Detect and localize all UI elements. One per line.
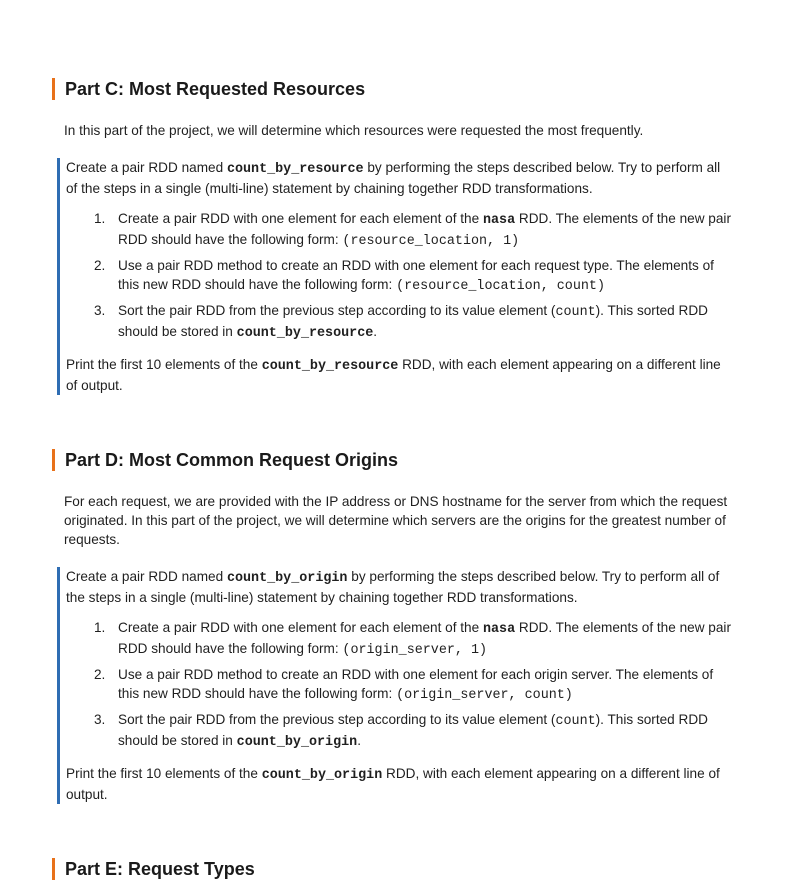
text-span: the steps in a single (multi-line) statement by chaining together RDD transformations. <box>66 590 578 605</box>
part-c-create-callout <box>57 158 731 395</box>
text-span: this new RDD should have the following form: <box>118 277 397 292</box>
text-span: For each request, we are provided with the IP address or DNS hostname for the server from which the request <box>64 494 728 509</box>
part-d-create-text <box>66 567 731 607</box>
part-c-steps-list <box>66 209 731 343</box>
part-c-heading: Part C: Most Requested Resources <box>52 78 365 100</box>
text-span: this new RDD should have the following form: <box>118 686 397 701</box>
code-form: (origin_server, count) <box>396 688 573 703</box>
text-span: RDD, with each element appearing on a different line of <box>382 766 720 781</box>
code-form: (resource_location, count) <box>396 279 605 294</box>
text-span: of the steps in a single (multi-line) statement by chaining together RDD transformations. <box>66 181 593 196</box>
part-c-intro: In this part of the project, we will determine which resources were requested the most frequently. <box>64 123 644 138</box>
code-count-by-resource: count_by_resource <box>236 326 374 341</box>
text-span: Use a pair RDD method to create an RDD with one element for each origin server. The elements of <box>118 667 714 682</box>
text-span: by performing the steps described below. Try to perform all <box>363 160 721 175</box>
part-c-print-text <box>66 355 731 395</box>
list-item <box>66 710 731 752</box>
code-form: (resource_location, 1) <box>342 234 520 249</box>
part-c-create-text <box>66 158 731 198</box>
list-number: 2. <box>94 258 106 273</box>
list-item <box>66 665 731 705</box>
part-d-create-callout <box>57 567 731 804</box>
text-span: Create a pair RDD named <box>66 160 227 175</box>
code-nasa: nasa <box>482 213 516 228</box>
code-nasa: nasa <box>482 622 516 637</box>
text-span: RDD. The elements of the new pair <box>515 620 731 635</box>
list-number: 2. <box>94 667 106 682</box>
list-number: 1. <box>94 211 106 226</box>
code-count: count <box>555 714 596 729</box>
code-form: (origin_server, 1) <box>342 643 488 658</box>
list-number: 1. <box>94 620 106 635</box>
text-span: Sort the pair RDD from the previous step according to its value element ( <box>118 303 556 318</box>
text-span: output. <box>66 787 108 802</box>
text-span: should be stored in <box>118 324 237 339</box>
part-d-intro <box>64 492 727 549</box>
code-count-by-origin: count_by_origin <box>261 768 383 783</box>
code-count-by-resource: count_by_resource <box>226 162 364 177</box>
code-count: count <box>555 305 596 320</box>
text-span: Print the first 10 elements of the <box>66 357 262 372</box>
list-item <box>66 256 731 296</box>
text-span: . <box>373 324 378 339</box>
text-span: RDD should have the following form: <box>118 232 343 247</box>
text-span: requests. <box>64 532 120 547</box>
text-span: of output. <box>66 378 123 393</box>
text-span: Print the first 10 elements of the <box>66 766 262 781</box>
text-span: ). This sorted RDD <box>595 303 708 318</box>
text-span: RDD should have the following form: <box>118 641 343 656</box>
text-span: Sort the pair RDD from the previous step according to its value element ( <box>118 712 556 727</box>
text-span: ). This sorted RDD <box>595 712 708 727</box>
text-span: Create a pair RDD with one element for each element of the <box>118 620 483 635</box>
text-span: . <box>357 733 361 748</box>
list-number: 3. <box>94 712 106 727</box>
list-item <box>66 301 731 343</box>
text-span: RDD, with each element appearing on a different line <box>398 357 721 372</box>
text-span: Create a pair RDD named <box>66 569 227 584</box>
part-d-steps-list <box>66 618 731 752</box>
list-item <box>66 209 731 251</box>
code-count-by-origin: count_by_origin <box>226 571 348 586</box>
list-number: 3. <box>94 303 106 318</box>
part-d-heading: Part D: Most Common Request Origins <box>52 449 398 471</box>
text-span: Use a pair RDD method to create an RDD with one element for each request type. The elements of <box>118 258 714 273</box>
text-span: originated. In this part of the project, we will determine which servers are the origins for the greatest number of <box>64 513 726 528</box>
text-span: Create a pair RDD with one element for each element of the <box>118 211 483 226</box>
text-span: by performing the steps described below. Try to perform all of <box>347 569 720 584</box>
code-count-by-origin: count_by_origin <box>236 735 358 750</box>
part-d-print-text <box>66 764 731 804</box>
part-e-heading: Part E: Request Types <box>52 858 255 880</box>
list-item <box>66 618 731 660</box>
text-span: should be stored in <box>118 733 237 748</box>
code-count-by-resource: count_by_resource <box>261 359 399 374</box>
text-span: RDD. The elements of the new pair <box>515 211 731 226</box>
